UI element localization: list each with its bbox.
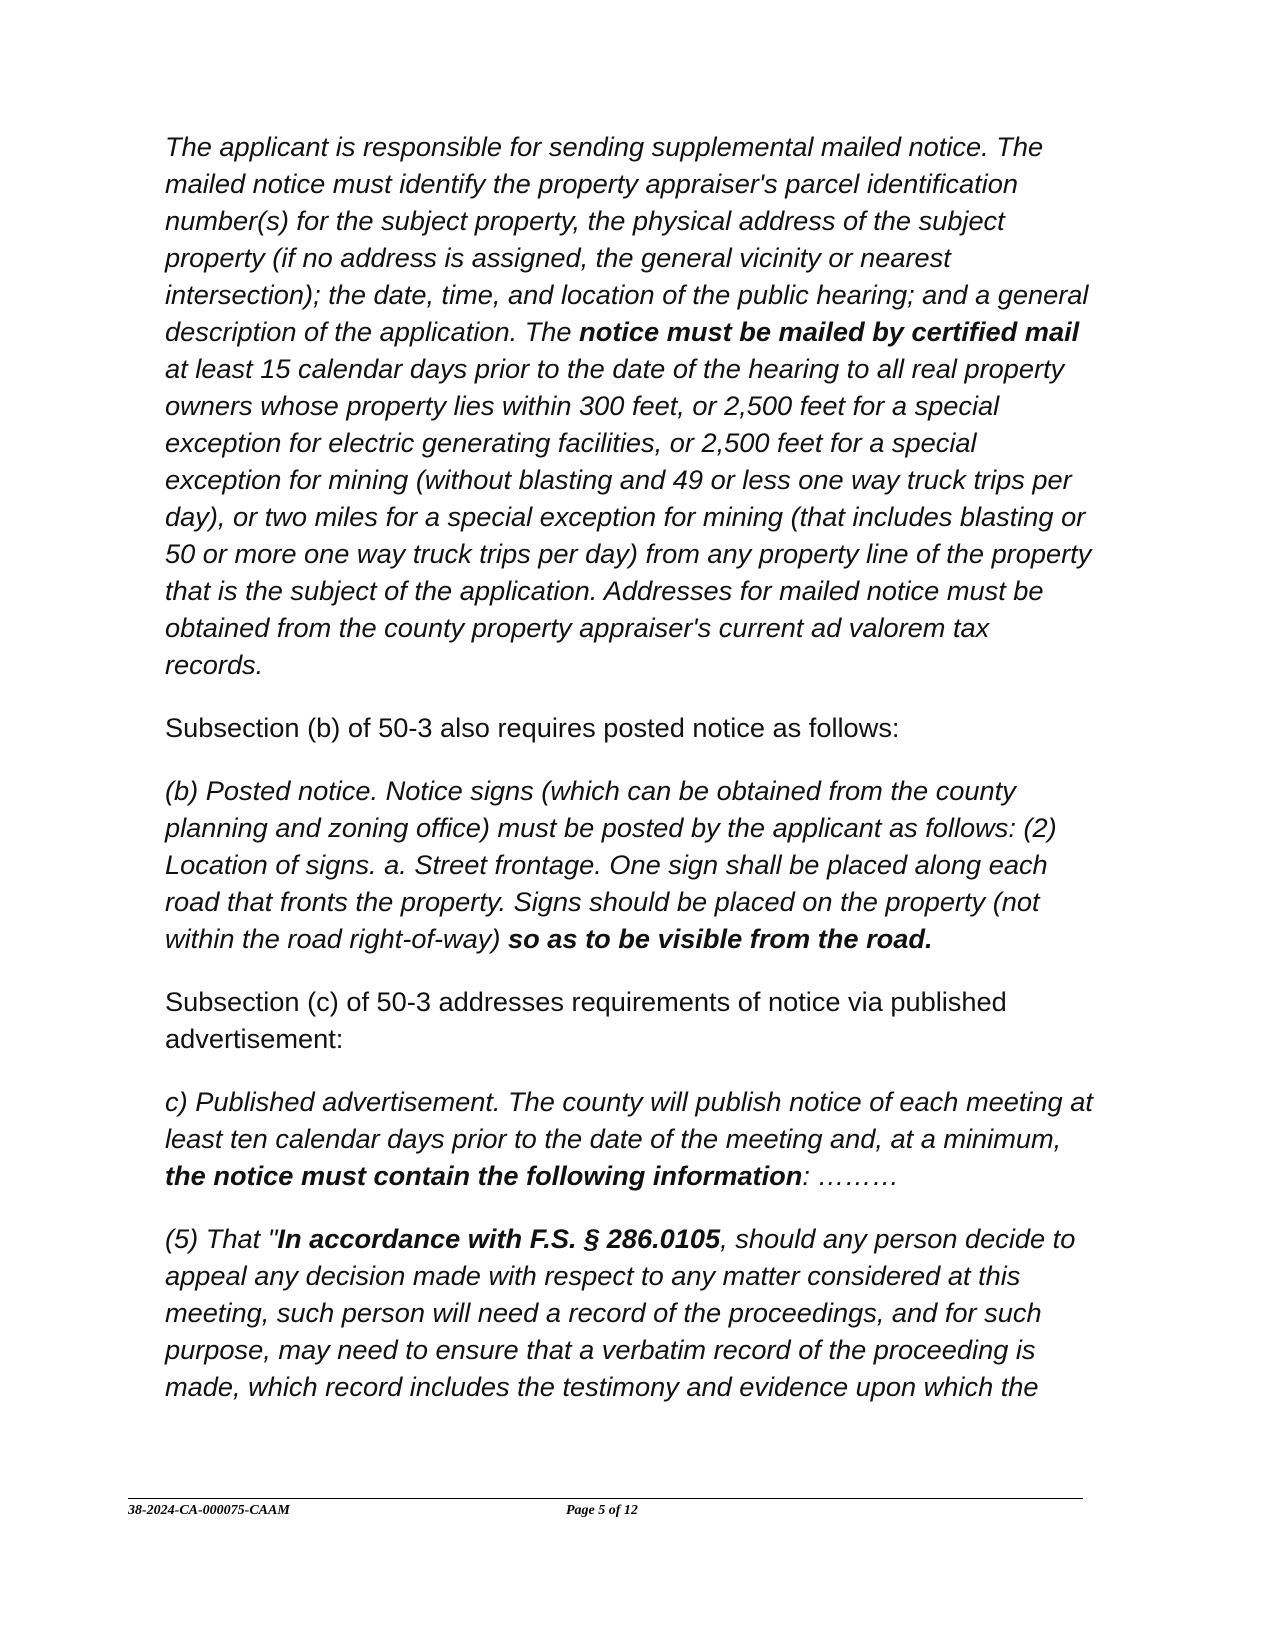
appeal-emphasis: In accordance with F.S. § 286.0105	[277, 1223, 721, 1254]
mailed-notice-paragraph	[165, 128, 1095, 683]
posted-notice-paragraph	[165, 772, 1095, 957]
published-ad-text-2: : ………	[802, 1160, 900, 1191]
subsection-c-intro: Subsection (c) of 50-3 addresses requirements of notice via published advertisement:	[165, 986, 1007, 1054]
footer-divider	[128, 1498, 1083, 1499]
published-ad-text-1: c) Published advertisement. The county will publish notice of each meeting at least ten calendar days prior to the date of the meeting and, at a minimum,	[165, 1086, 1093, 1154]
mailed-notice-text-1: The applicant is responsible for sending supplemental mailed notice. The mailed notice must identify the property appraiser's parcel identification number(s) for the subject property, the physical address of the subject property (if no address is assigned, the general vicinity or nearest intersection); the date, time, and location of the public hearing; and a general description of the application. The	[165, 131, 1089, 347]
subsection-b-intro: Subsection (b) of 50-3 also requires posted notice as follows:	[165, 712, 900, 743]
appeal-record-paragraph	[165, 1220, 1095, 1405]
mailed-notice-emphasis: notice must be mailed by certified mail	[579, 316, 1080, 347]
published-advertisement-paragraph	[165, 1083, 1095, 1194]
published-ad-emphasis: the notice must contain the following information	[165, 1160, 803, 1191]
posted-notice-emphasis: so as to be visible from the road.	[508, 923, 933, 954]
posted-notice-text-1: (b) Posted notice. Notice signs (which can be obtained from the county planning and zoning office) must be posted by the applicant as follows: (2) Location of signs. a. Street frontage. One sign shall be placed along each road that fronts the property. Signs should be placed on the property (not within the road right-of-way)	[165, 775, 1057, 954]
appeal-text-1: (5) That "	[165, 1223, 278, 1254]
mailed-notice-text-2: at least 15 calendar days prior to the date of the hearing to all real property owners whose property lies within 300 feet, or 2,500 feet for a special exception for electric generating facilities, or 2,500 feet for a special exception for mining (without blasting and 49 or less one way truck trips per day), or two miles for a special exception for mining (that includes blasting or 50 or more one way truck trips per day) from any property line of the property that is the subject of the application. Addresses for mailed notice must be obtained from the county property appraiser's current ad valorem tax records.	[165, 353, 1092, 680]
appeal-text-2: , should any person decide to appeal any decision made with respect to any matter considered at this meeting, such person will need a record of the proceedings, and for such purpose, may need to ensure that a verbatim record of the proceeding is made, which record includes the testimony and evidence upon which the	[165, 1223, 1076, 1402]
footer-page-number: Page 5 of 12	[566, 1503, 638, 1518]
document-body	[165, 128, 1095, 1431]
footer-case-number: 38-2024-CA-000075-CAAM	[128, 1503, 290, 1518]
